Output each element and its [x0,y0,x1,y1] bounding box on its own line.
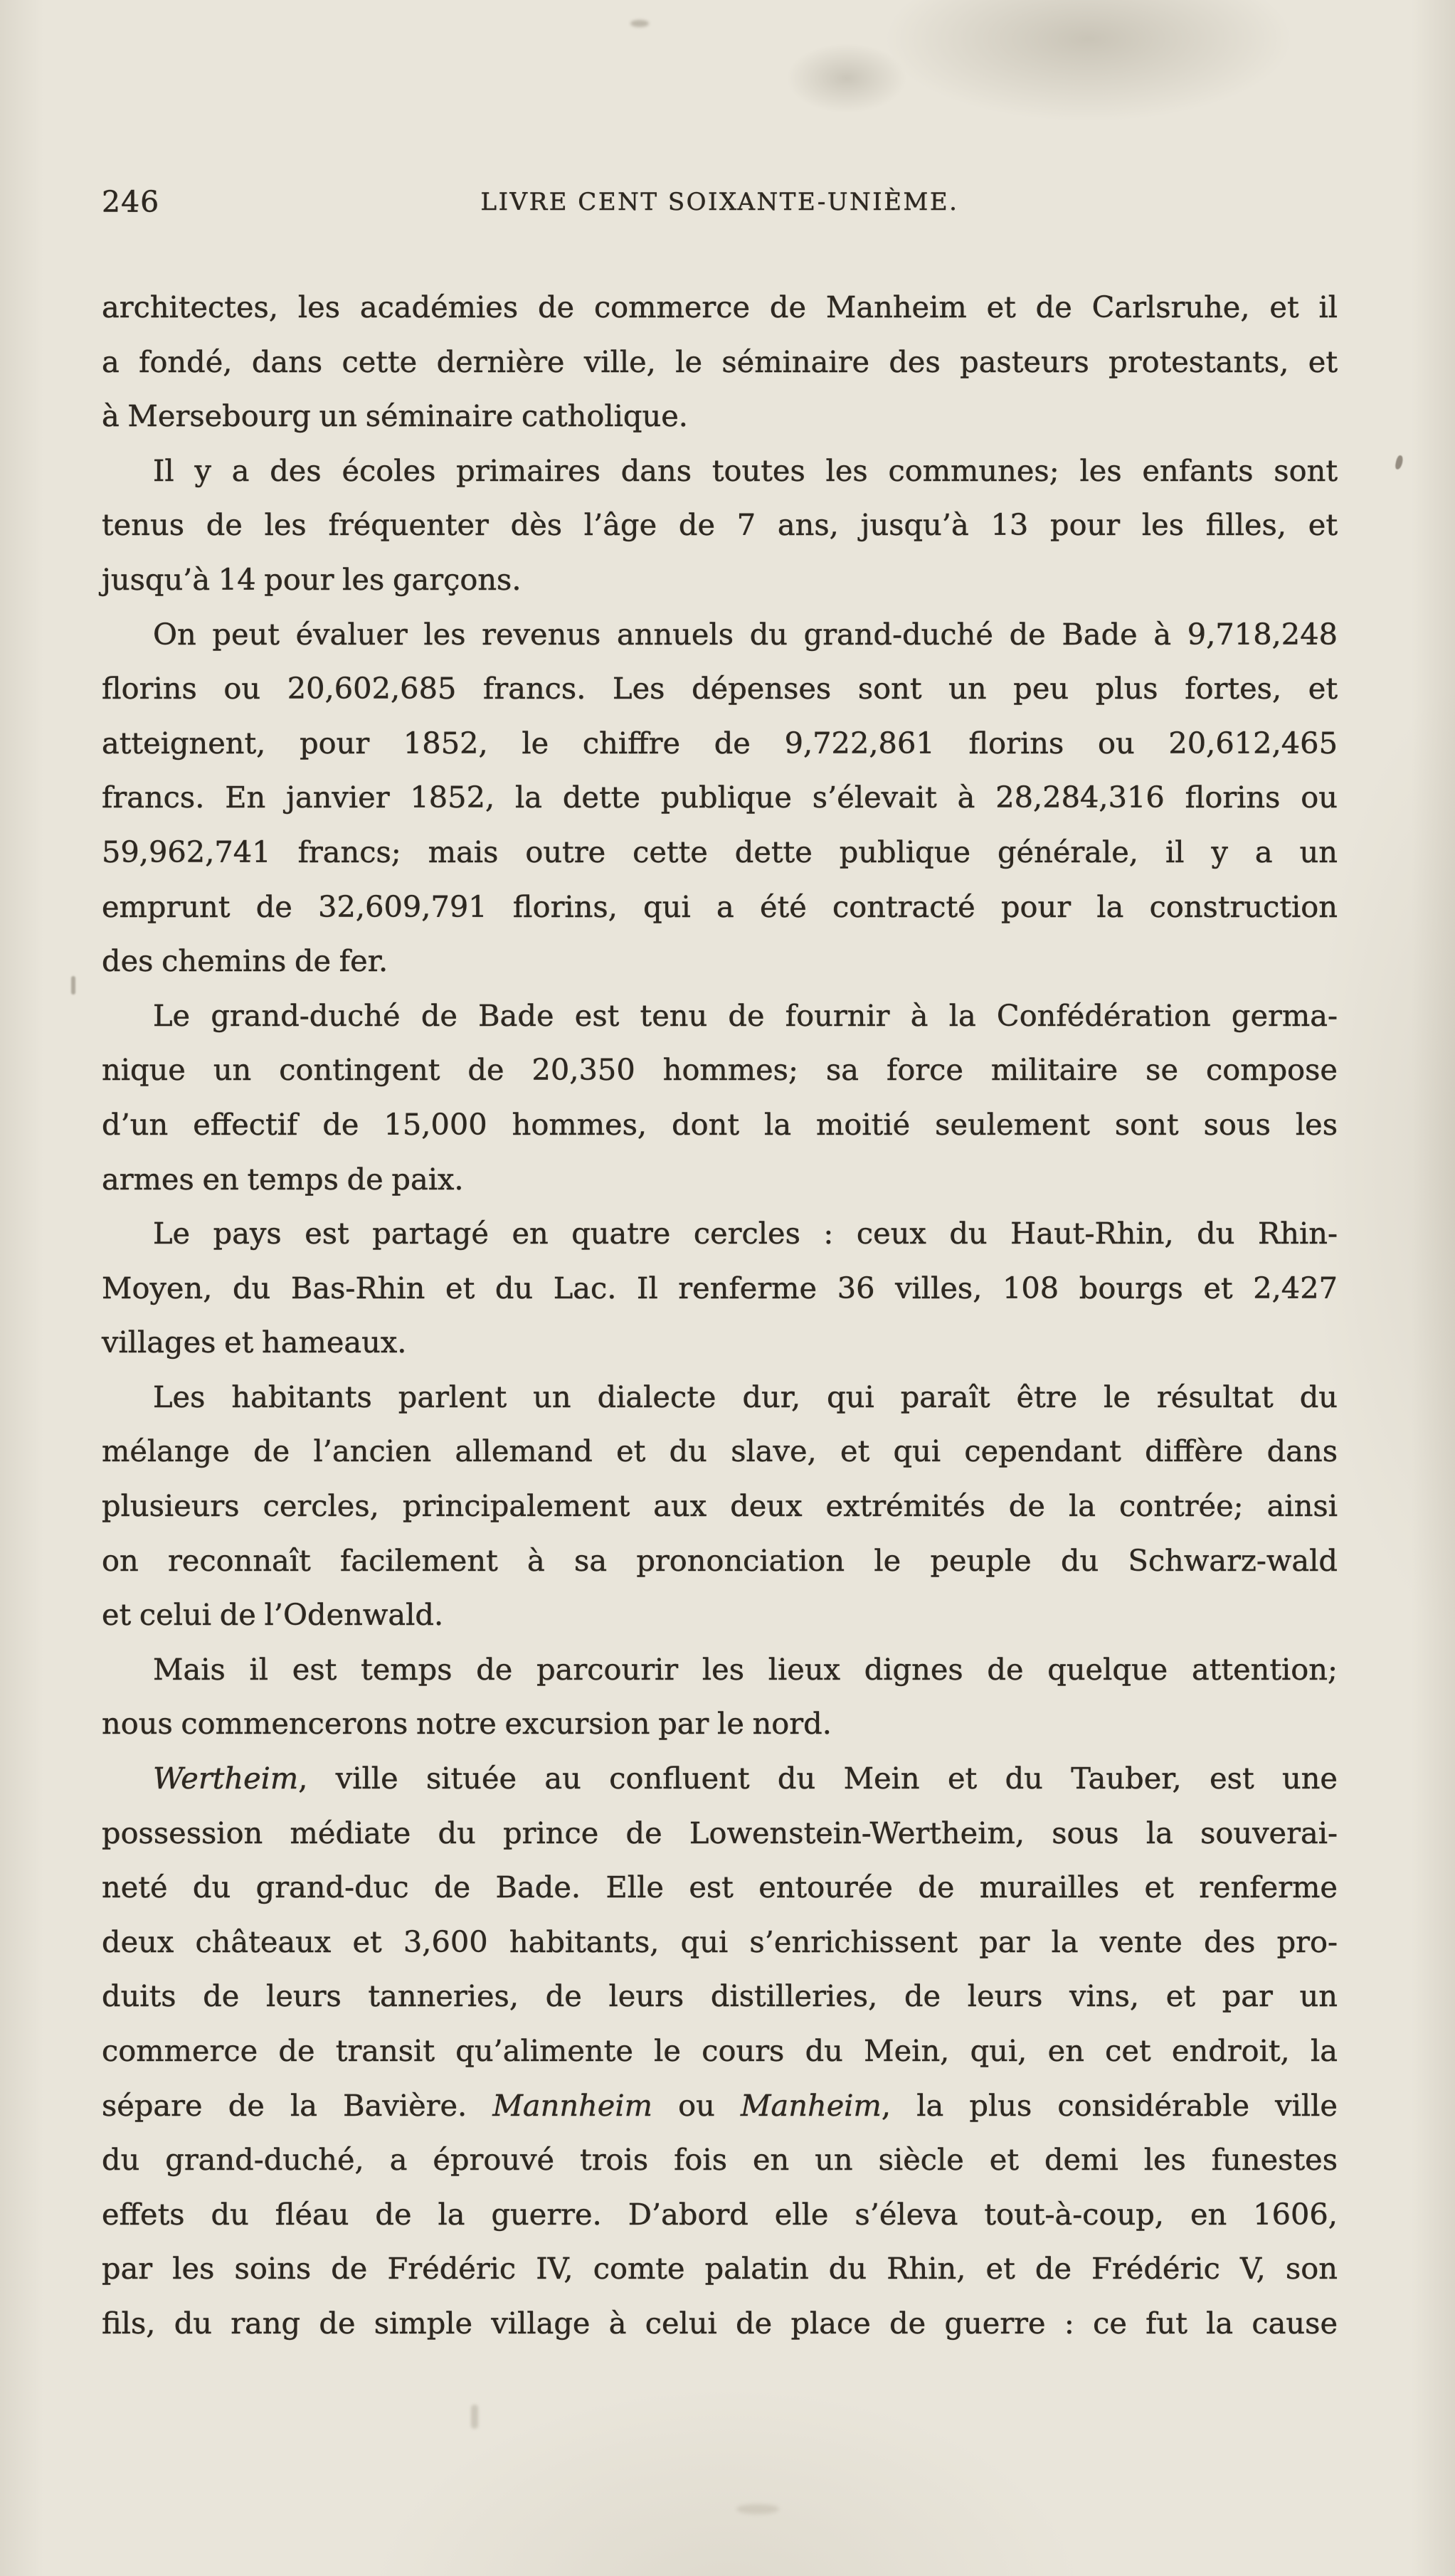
text-line [102,1534,1338,1589]
text-line [102,608,1338,662]
text-run: Les habitants parlent un dialecte dur, qui paraît être le résultat du [153,1379,1338,1414]
text-run: , la plus considérable ville [881,2087,1338,2123]
text-run: nique un contingent de 20,350 hommes; sa force militaire se compose [102,1052,1338,1088]
paragraph [102,1751,1338,2351]
text-run: atteignent, pour 1852, le chiffre de 9,722,861 florins ou 20,612,465 [102,725,1338,760]
text-run: jusqu’à 14 pour les garçons. [102,561,522,597]
italic-text: Mannheim [492,2087,652,2123]
text-line [102,2133,1338,2188]
text-line [102,1152,1338,1207]
italic-text: Wertheim [153,1761,299,1796]
paragraph [102,1643,1338,1751]
text-run: On peut évaluer les revenus annuels du grand-duché de Bade à 9,718,248 [153,616,1338,652]
text-run: deux châteaux et 3,600 habitants, qui s’enrichissent par la vente des pro- [102,1924,1338,1959]
text-run: emprunt de 32,609,791 florins, qui a été contracté pour la construction [102,889,1338,924]
text-line [102,880,1338,935]
text-line [102,280,1338,335]
text-line [102,1370,1338,1425]
text-line [102,1261,1338,1316]
text-line [102,1806,1338,1861]
text-run: nous commencerons notre excursion par le nord. [102,1706,832,1742]
scan-smudge [471,2405,478,2429]
paragraph [102,608,1338,989]
paragraph [102,1207,1338,1370]
text-run: fils, du rang de simple village à celui de place de guerre : ce fut la cause [102,2305,1338,2341]
text-run: tenus de les fréquenter dès l’âge de 7 ans, jusqu’à 13 pour les filles, et [102,507,1338,543]
text-line [102,1643,1338,1697]
text-line [102,2188,1338,2242]
text-run: mélange de l’ancien allemand et du slave, et qui cependant diffère dans [102,1433,1338,1469]
text-run: sépare de la Bavière. [102,2087,493,2123]
text-line [102,1915,1338,1970]
text-line [102,989,1338,1044]
text-run: armes en temps de paix. [102,1161,464,1197]
text-line [102,825,1338,880]
text-run: 59,962,741 francs; mais outre cette dette publique générale, il y a un [102,834,1338,869]
text-line [102,934,1338,989]
text-line [102,716,1338,771]
text-run: duits de leurs tanneries, de leurs distilleries, de leurs vins, et par un [102,1978,1338,2014]
page-header [102,184,1338,229]
text-run: florins ou 20,602,685 francs. Les dépenses sont un peu plus fortes, et [102,671,1338,706]
text-line [102,444,1338,499]
text-run: , ville située au confluent du Mein et du Tauber, est une [298,1761,1338,1796]
text-line [102,1207,1338,1261]
text-line [102,1315,1338,1370]
text-line [102,1969,1338,2024]
scan-smudge [630,20,649,27]
running-title: LIVRE CENT SOIXANTE-UNIÈME. [480,188,959,216]
text-run: Le grand-duché de Bade est tenu de fournir à la Confédération germa- [153,997,1338,1033]
text-line [102,1098,1338,1152]
text-line [102,498,1338,553]
text-line [102,1479,1338,1534]
page-number: 246 [102,185,160,219]
text-run: on reconnaît facilement à sa prononciation le peuple du Schwarz-wald [102,1542,1338,1578]
text-run: Mais il est temps de parcourir les lieux dignes de quelque attention; [153,1651,1338,1687]
text-run: Le pays est partagé en quatre cercles : ceux du Haut-Rhin, du Rhin- [153,1216,1338,1251]
text-run: Moyen, du Bas-Rhin et du Lac. Il renferme 36 villes, 108 bourgs et 2,427 [102,1270,1338,1305]
text-line [102,1860,1338,1915]
text-line [102,335,1338,390]
text-run: a fondé, dans cette dernière ville, le séminaire des pasteurs protestants, et [102,344,1338,379]
italic-text: Manheim [741,2087,882,2123]
text-run: ou [652,2087,741,2123]
body-text [102,280,1338,2351]
text-run: plusieurs cercles, principalement aux deux extrémités de la contrée; ainsi [102,1488,1338,1524]
text-line [102,2079,1338,2134]
text-line [102,2296,1338,2351]
text-run: des chemins de fer. [102,943,388,979]
text-run: effets du fléau de la guerre. D’abord elle s’éleva tout-à-coup, en 1606, [102,2196,1338,2232]
paragraph [102,989,1338,1207]
text-run: d’un effectif de 15,000 hommes, dont la moitié seulement sont sous les [102,1106,1338,1142]
paragraph [102,1370,1338,1643]
text-line [102,662,1338,716]
text-run: commerce de transit qu’alimente le cours du Mein, qui, en cet endroit, la [102,2033,1338,2068]
text-line [102,389,1338,444]
text-line [102,1588,1338,1643]
text-run: possession médiate du prince de Lowenstein-Wertheim, sous la souverai- [102,1815,1338,1850]
text-run: par les soins de Frédéric IV, comte palatin du Rhin, et de Frédéric V, son [102,2251,1338,2286]
text-line [102,553,1338,608]
text-run: du grand-duché, a éprouvé trois fois en un siècle et demi les funestes [102,2142,1338,2178]
text-line [102,1043,1338,1098]
text-line [102,770,1338,825]
text-run: francs. En janvier 1852, la dette publique s’élevait à 28,284,316 florins ou [102,780,1338,815]
text-run: villages et hameaux. [102,1325,407,1360]
scan-speck [1395,455,1404,470]
text-run: et celui de l’Odenwald. [102,1597,444,1633]
text-line [102,1751,1338,1806]
text-line [102,1697,1338,1751]
text-line [102,1424,1338,1479]
text-run: Il y a des écoles primaires dans toutes les communes; les enfants sont [153,452,1338,488]
scan-smudge [736,2504,779,2514]
text-line [102,2242,1338,2296]
paragraph [102,444,1338,608]
text-line [102,2024,1338,2079]
text-run: neté du grand-duc de Bade. Elle est entourée de murailles et renferme [102,1870,1338,1905]
scan-speck [71,976,75,995]
text-run: architectes, les académies de commerce de Manheim et de Carlsruhe, et il [102,290,1338,324]
paragraph [102,280,1338,444]
text-run: à Mersebourg un séminaire catholique. [102,398,688,434]
